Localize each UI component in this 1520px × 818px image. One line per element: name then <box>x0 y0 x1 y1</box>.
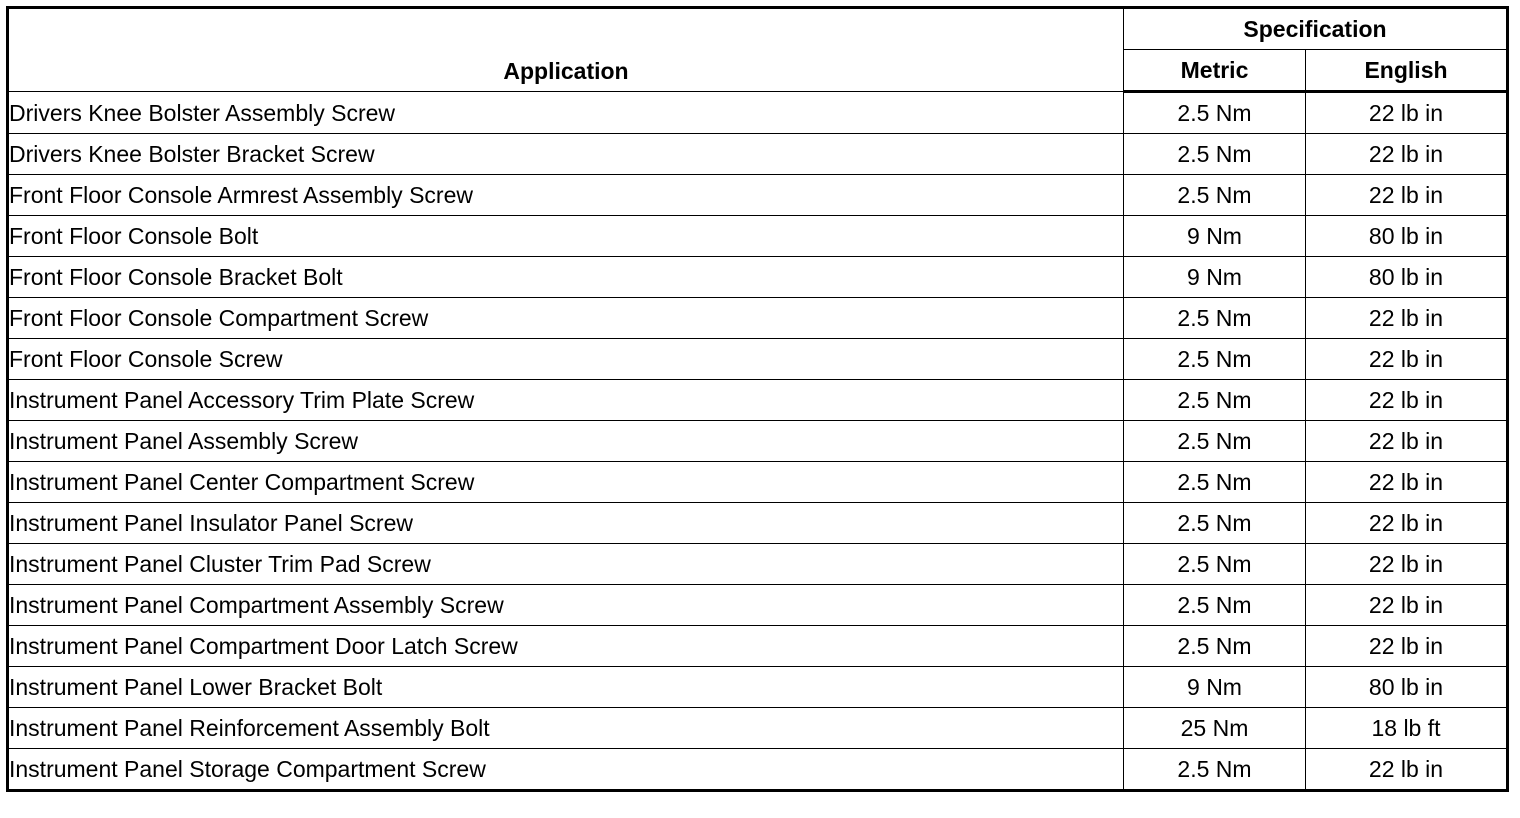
cell-metric: 2.5 Nm <box>1124 503 1306 544</box>
cell-english: 22 lb in <box>1306 503 1508 544</box>
cell-english: 22 lb in <box>1306 544 1508 585</box>
table-row <box>8 462 1508 503</box>
cell-application: Instrument Panel Insulator Panel Screw <box>8 503 1124 544</box>
table-row <box>8 749 1508 791</box>
cell-application: Instrument Panel Compartment Door Latch Screw <box>8 626 1124 667</box>
cell-english: 22 lb in <box>1306 175 1508 216</box>
cell-english: 22 lb in <box>1306 339 1508 380</box>
table-row <box>8 175 1508 216</box>
cell-metric: 9 Nm <box>1124 667 1306 708</box>
cell-metric: 2.5 Nm <box>1124 380 1306 421</box>
cell-english: 22 lb in <box>1306 462 1508 503</box>
table-row <box>8 503 1508 544</box>
cell-application: Front Floor Console Armrest Assembly Screw <box>8 175 1124 216</box>
column-header-specification: Specification <box>1124 8 1508 50</box>
cell-metric: 2.5 Nm <box>1124 749 1306 791</box>
cell-english: 22 lb in <box>1306 585 1508 626</box>
table-row <box>8 585 1508 626</box>
column-header-english: English <box>1306 50 1508 92</box>
cell-metric: 2.5 Nm <box>1124 585 1306 626</box>
cell-application: Drivers Knee Bolster Assembly Screw <box>8 92 1124 134</box>
cell-metric: 9 Nm <box>1124 257 1306 298</box>
table-row <box>8 544 1508 585</box>
column-header-application: Application <box>8 8 1124 92</box>
cell-application: Front Floor Console Bolt <box>8 216 1124 257</box>
cell-metric: 9 Nm <box>1124 216 1306 257</box>
cell-application: Front Floor Console Screw <box>8 339 1124 380</box>
header-row-top <box>8 8 1508 50</box>
cell-metric: 25 Nm <box>1124 708 1306 749</box>
cell-english: 22 lb in <box>1306 421 1508 462</box>
table-row <box>8 708 1508 749</box>
cell-english: 80 lb in <box>1306 216 1508 257</box>
table-row <box>8 626 1508 667</box>
table-row <box>8 257 1508 298</box>
column-header-metric: Metric <box>1124 50 1306 92</box>
cell-metric: 2.5 Nm <box>1124 298 1306 339</box>
table-row <box>8 421 1508 462</box>
cell-application: Front Floor Console Bracket Bolt <box>8 257 1124 298</box>
table-row <box>8 339 1508 380</box>
table-row <box>8 92 1508 134</box>
cell-english: 22 lb in <box>1306 298 1508 339</box>
cell-application: Instrument Panel Accessory Trim Plate Screw <box>8 380 1124 421</box>
table-body <box>8 92 1508 791</box>
cell-application: Instrument Panel Cluster Trim Pad Screw <box>8 544 1124 585</box>
cell-english: 22 lb in <box>1306 92 1508 134</box>
cell-application: Drivers Knee Bolster Bracket Screw <box>8 134 1124 175</box>
cell-application: Instrument Panel Reinforcement Assembly Bolt <box>8 708 1124 749</box>
cell-english: 80 lb in <box>1306 257 1508 298</box>
cell-application: Instrument Panel Compartment Assembly Screw <box>8 585 1124 626</box>
table-row <box>8 134 1508 175</box>
cell-application: Instrument Panel Center Compartment Screw <box>8 462 1124 503</box>
fastener-spec-table <box>6 6 1509 792</box>
cell-metric: 2.5 Nm <box>1124 421 1306 462</box>
cell-metric: 2.5 Nm <box>1124 544 1306 585</box>
cell-metric: 2.5 Nm <box>1124 175 1306 216</box>
cell-metric: 2.5 Nm <box>1124 92 1306 134</box>
cell-english: 22 lb in <box>1306 626 1508 667</box>
cell-english: 22 lb in <box>1306 749 1508 791</box>
cell-application: Instrument Panel Assembly Screw <box>8 421 1124 462</box>
table-row <box>8 216 1508 257</box>
cell-metric: 2.5 Nm <box>1124 339 1306 380</box>
cell-metric: 2.5 Nm <box>1124 134 1306 175</box>
table-row <box>8 380 1508 421</box>
cell-english: 18 lb ft <box>1306 708 1508 749</box>
cell-metric: 2.5 Nm <box>1124 626 1306 667</box>
cell-application: Instrument Panel Lower Bracket Bolt <box>8 667 1124 708</box>
table-row <box>8 667 1508 708</box>
cell-application: Instrument Panel Storage Compartment Screw <box>8 749 1124 791</box>
cell-application: Front Floor Console Compartment Screw <box>8 298 1124 339</box>
cell-english: 80 lb in <box>1306 667 1508 708</box>
cell-english: 22 lb in <box>1306 380 1508 421</box>
cell-metric: 2.5 Nm <box>1124 462 1306 503</box>
table-row <box>8 298 1508 339</box>
cell-english: 22 lb in <box>1306 134 1508 175</box>
